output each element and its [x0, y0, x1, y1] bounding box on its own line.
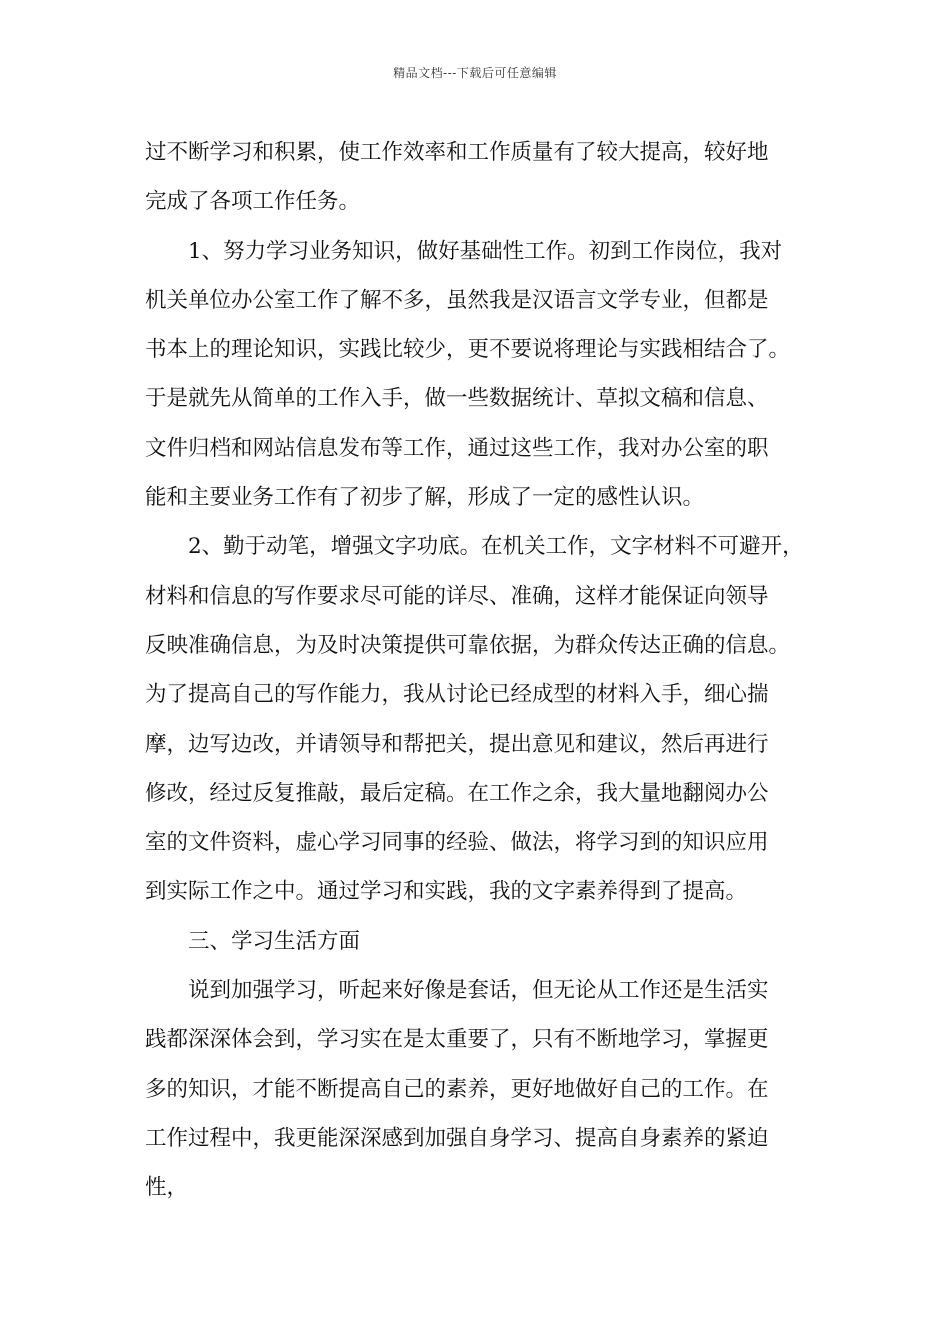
text-line: 过不断学习和积累，使工作效率和工作质量有了较大提高，较好地	[145, 140, 769, 165]
text-line: 室的文件资料，虚心学习同事的经验、做法，将学习到的知识应用	[145, 830, 769, 856]
text-line: 工作过程中，我更能深深感到加强自身学习、提高自身素养的紧迫	[145, 1125, 769, 1151]
page-header: 精品文档---下载后可任意编辑	[393, 66, 557, 80]
paragraph-start-line: 2、勤于动笔，增强文字功底。在机关工作，文字材料不可避开，	[188, 534, 804, 560]
text-line: 能和主要业务工作有了初步了解，形成了一定的感性认识。	[145, 485, 705, 511]
text-line: 摩，边写边改，并请领导和帮把关，提出意见和建议，然后再进行	[145, 731, 769, 757]
text-line: 践都深深体会到，学习实在是太重要了，只有不断地学习，掌握更	[145, 1027, 769, 1053]
text-line: 材料和信息的写作要求尽可能的详尽、准确，这样才能保证向领导	[145, 583, 769, 609]
paragraph-start-line: 1、努力学习业务知识，做好基础性工作。初到工作岗位，我对	[188, 238, 783, 264]
text-line: 书本上的理论知识，实践比较少，更不要说将理论与实践相结合了。	[145, 337, 791, 363]
text-line: 修改，经过反复推敲，最后定稿。在工作之余，我大量地翻阅办公	[145, 780, 769, 806]
text-line: 性，	[145, 1175, 189, 1201]
paragraph-start-line: 说到加强学习，听起来好像是套话，但无论从工作还是生活实	[188, 978, 769, 1004]
text-line: 文件归档和网站信息发布等工作，通过这些工作，我对办公室的职	[145, 435, 769, 461]
text-line: 机关单位办公室工作了解不多，虽然我是汉语言文学专业，但都是	[145, 287, 769, 313]
text-line: 多的知识，才能不断提高自己的素养，更好地做好自己的工作。在	[145, 1076, 769, 1102]
text-line: 到实际工作之中。通过学习和实践，我的文字素养得到了提高。	[145, 879, 748, 905]
section-heading: 三、学习生活方面	[188, 928, 361, 954]
document-body	[145, 128, 813, 1213]
text-line: 于是就先从简单的工作入手，做一些数据统计、草拟文稿和信息、	[145, 386, 769, 412]
text-line: 为了提高自己的写作能力，我从讨论已经成型的材料入手，细心揣	[145, 682, 769, 708]
text-line: 完成了各项工作任务。	[145, 189, 361, 215]
text-line: 反映准确信息，为及时决策提供可靠依据，为群众传达正确的信息。	[145, 632, 791, 658]
